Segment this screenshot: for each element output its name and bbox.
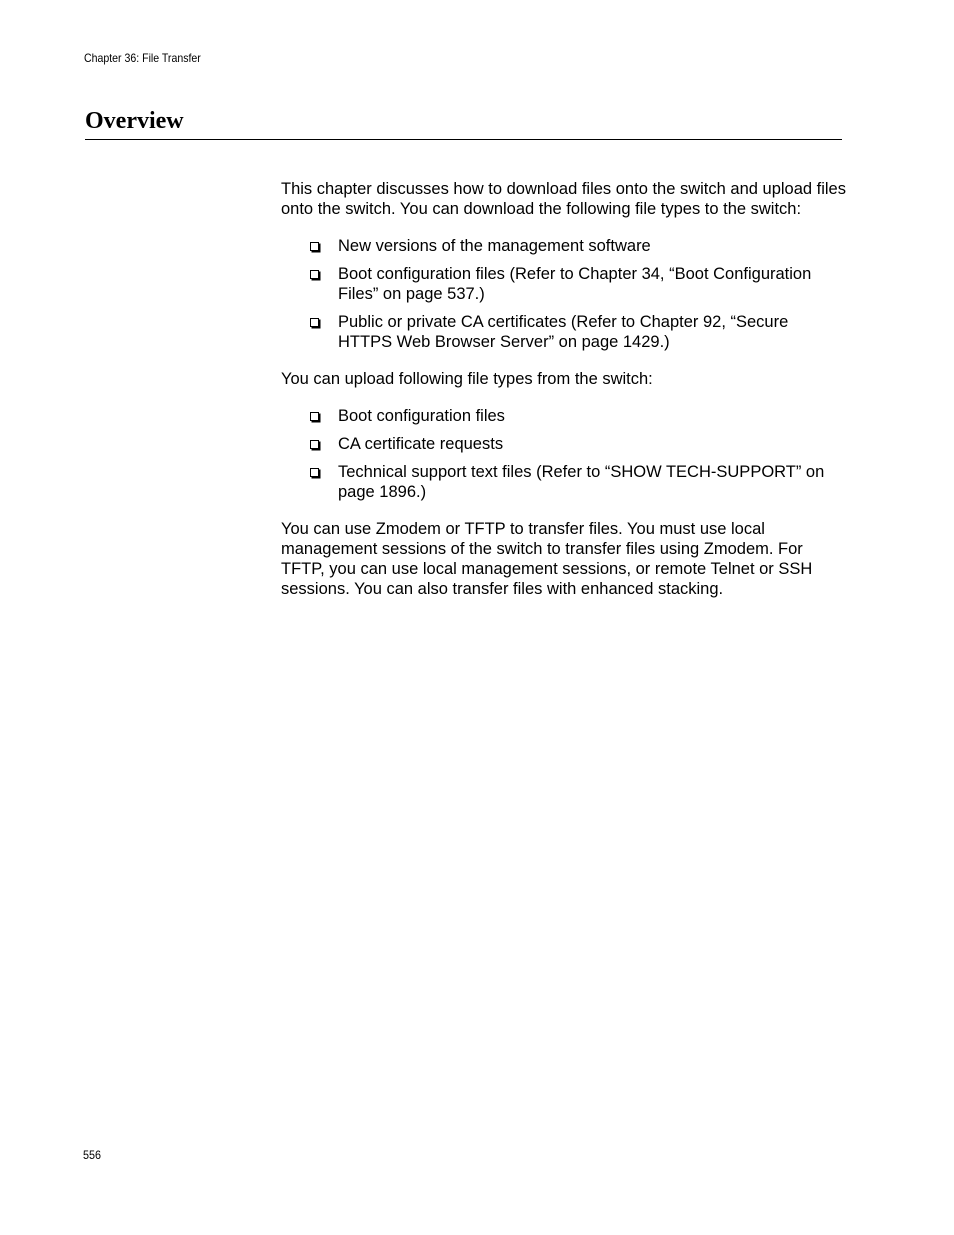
intro-paragraph: This chapter discusses how to download files onto the switch and upload files onto the switch. You can download the following file types to the switch: bbox=[281, 180, 846, 218]
running-header: Chapter 36: File Transfer bbox=[84, 51, 201, 65]
list-item-text: Public or private CA certificates (Refer to Chapter 92, “Secure HTTPS Web Browser Server” on page 1429.) bbox=[338, 313, 789, 351]
list-item bbox=[281, 462, 846, 502]
download-list bbox=[281, 236, 846, 352]
body-content bbox=[281, 179, 846, 616]
list-item-text: New versions of the management software bbox=[338, 237, 651, 255]
box-bullet-icon bbox=[310, 468, 319, 477]
box-bullet-icon bbox=[310, 242, 319, 251]
box-bullet-icon bbox=[310, 412, 319, 421]
box-bullet-icon bbox=[310, 318, 319, 327]
list-item bbox=[281, 312, 846, 352]
list-item bbox=[281, 406, 846, 426]
list-item-text: CA certificate requests bbox=[338, 435, 504, 453]
box-bullet-icon bbox=[310, 440, 319, 449]
list-item-text: Boot configuration files bbox=[338, 407, 505, 425]
box-bullet-icon bbox=[310, 270, 319, 279]
list-item bbox=[281, 264, 846, 304]
list-item bbox=[281, 236, 846, 256]
page-number: 556 bbox=[83, 1148, 102, 1162]
list-item-text: Boot configuration files (Refer to Chapter 34, “Boot Configuration Files” on page 537.) bbox=[338, 265, 812, 303]
closing-paragraph: You can use Zmodem or TFTP to transfer files. You must use local management sessions of the switch to transfer files using Zmodem. For TFTP, you can use local management sessions, or remote Telnet or SSH sessions. You can also transfer files with enhanced stacking. bbox=[281, 520, 813, 598]
section-title: Overview bbox=[85, 108, 184, 134]
list-item-text: Technical support text files (Refer to “SHOW TECH-SUPPORT” on page 1896.) bbox=[338, 463, 825, 501]
upload-intro-paragraph: You can upload following file types from the switch: bbox=[281, 370, 653, 388]
upload-list bbox=[281, 406, 846, 502]
title-divider bbox=[85, 139, 842, 140]
list-item bbox=[281, 434, 846, 454]
